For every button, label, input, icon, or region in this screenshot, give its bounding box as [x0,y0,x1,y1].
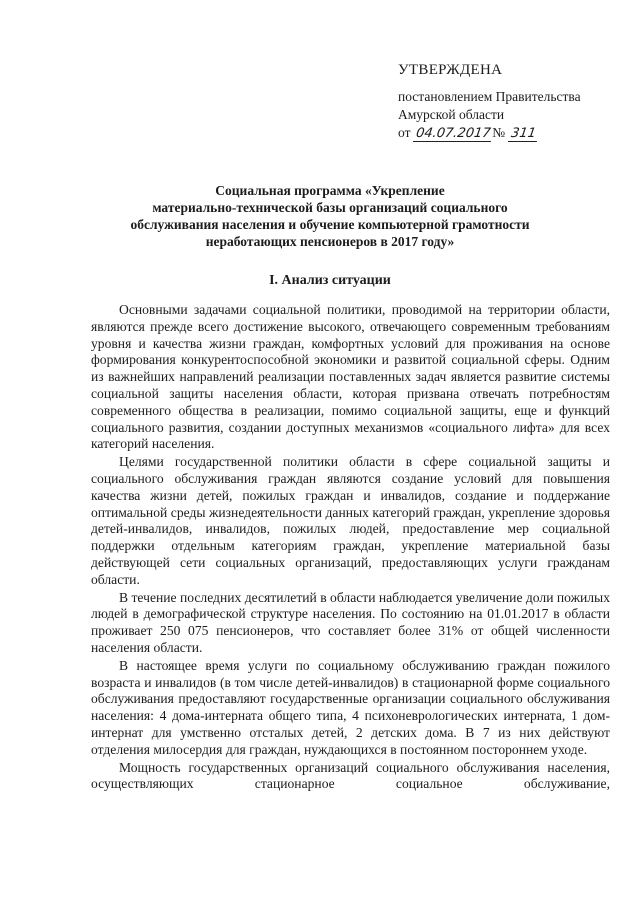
paragraph: Мощность государственных организаций социального обслуживания населения, осуществляющих стационарное социальное обслуживание, [91,759,610,792]
approval-line-region: Амурской области [398,107,505,122]
program-title-line: материально-технической базы организаций социального [152,200,508,215]
number-prefix: № [492,125,506,140]
body-text [91,302,610,794]
program-title-line: обслуживания населения и обучение компьютерной грамотности [130,217,530,232]
section-heading: I. Анализ ситуации [269,273,391,288]
date-prefix: от [398,125,411,140]
program-title [80,182,580,250]
program-title-line: неработающих пенсионеров в 2017 году» [205,234,455,249]
handwritten-number: 311 [507,126,538,142]
program-title-line: Социальная программа «Укрепление [215,183,445,198]
approval-title: УТВЕРЖДЕНА [398,62,503,78]
approval-stamp [398,60,628,142]
handwritten-date: 04.07.2017 [413,126,494,142]
paragraph: Целями государственной политики области в сфере социальной защиты и социального обслуживания граждан являются создание условий для повышения качества жизни детей, пожилых граждан и инвалидов, создание и поддержание оптимальной среды жизнедеятельности данных категорий граждан, укрепление здоровья детей-инвалидов, инвалидов, пожилых людей, предоставление мер социальной поддержки отдельным категориям граждан, укрепление материальной базы действующей сети социальных организаций, предоставляющих услуги гражданам области. [91,454,610,587]
paragraph: Основными задачами социальной политики, проводимой на территории области, являются прежде всего достижение высокого, отвечающего современным требованиям уровня и качества жизни граждан, комфортных условий для проживания на основе формирования конкурентоспособной экономики и развитой социальной сферы. Одним из важнейших направлений реализации поставленных задач является развитие системы социальной защиты населения области, которая призвана отвечать потребностям современного общества в реализации, помимо социальной защиты, еще и функций социального развития, создании доступных механизмов «социального лифта» для всех категорий населения. [91,302,610,452]
paragraph: В течение последних десятилетий в области наблюдается увеличение доли пожилых людей в демографической структуре населения. По состоянию на 01.01.2017 в области проживает 250 075 пенсионеров, что составляет более 31% от общей численности населения области. [91,589,610,655]
approval-line-government: постановлением Правительства [398,89,581,104]
approval-date-line [398,124,628,142]
paragraph: В настоящее время услуги по социальному обслуживанию граждан пожилого возраста и инвалидов (в том числе детей-инвалидов) в стационарной форме социального обслуживания предоставляют государственные организации социального обслуживания населения: 4 дома-интерната общего типа, 4 психоневрологических интерната, 1 дом-интернат для умственно отсталых детей, 2 детских дома. В 7 из них действуют отделения милосердия для граждан, нуждающихся в постоянном постороннем уходе. [91,657,610,757]
